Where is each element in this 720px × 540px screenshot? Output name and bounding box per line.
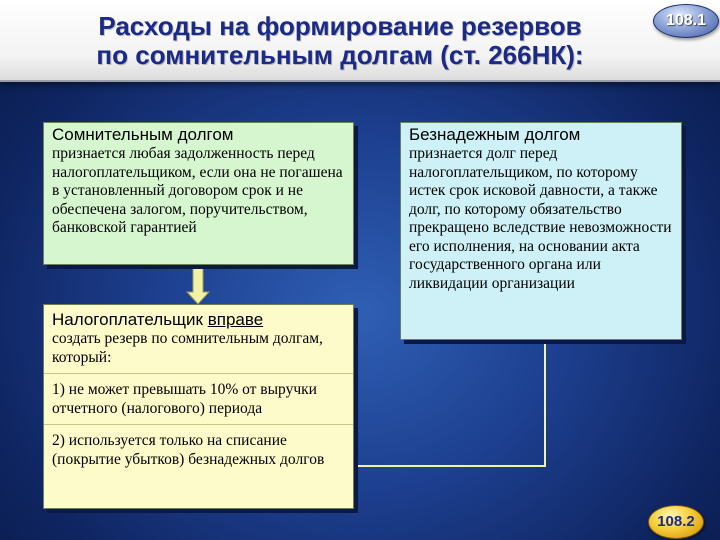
bad-debt-box xyxy=(400,122,682,340)
divider xyxy=(44,424,353,425)
title-line-2: по сомнительным долгам (ст. 266НК): xyxy=(96,40,584,70)
doubtful-debt-definition: признается любая задолженность перед налогоплательщиком, если она не погашена в установленный договором срок и не обеспечена залогом, поручительством, банковской гарантией xyxy=(52,145,343,236)
taxpayer-keyword: вправе xyxy=(207,310,264,329)
next-slide-button[interactable]: 108.2 xyxy=(648,505,704,539)
title-line-1: Расходы на формирование резервов xyxy=(98,11,582,41)
divider xyxy=(44,373,353,374)
doubtful-debt-box xyxy=(43,122,354,265)
bad-debt-definition: признается долг перед налогоплательщиком, по которому истек срок исковой давности, а также долг, по которому обязательство прекращено вследствие невозможности его исполнения, на основании акта государственного органа или ликвидации организации xyxy=(409,145,672,292)
bad-debt-term: Безнадежным долгом xyxy=(409,125,581,144)
slide-number-badge: 108.1 xyxy=(653,4,719,38)
doubtful-debt-term: Сомнительным долгом xyxy=(52,125,234,144)
reserve-description: создать резерв по сомнительным долгам, который: xyxy=(52,330,323,366)
condition-2: 2) используется только на списание (покрытие убытков) безнадежных долгов xyxy=(52,432,325,468)
arrow-down-icon xyxy=(187,266,209,304)
reserve-conditions-box xyxy=(43,304,354,509)
taxpayer-right-heading xyxy=(44,308,353,330)
taxpayer-lead: Налогоплательщик xyxy=(52,310,203,329)
bracket-connector xyxy=(355,335,545,466)
condition-1: 1) не может превышать 10% от выручки отчетного (налогового) периода xyxy=(52,381,317,417)
